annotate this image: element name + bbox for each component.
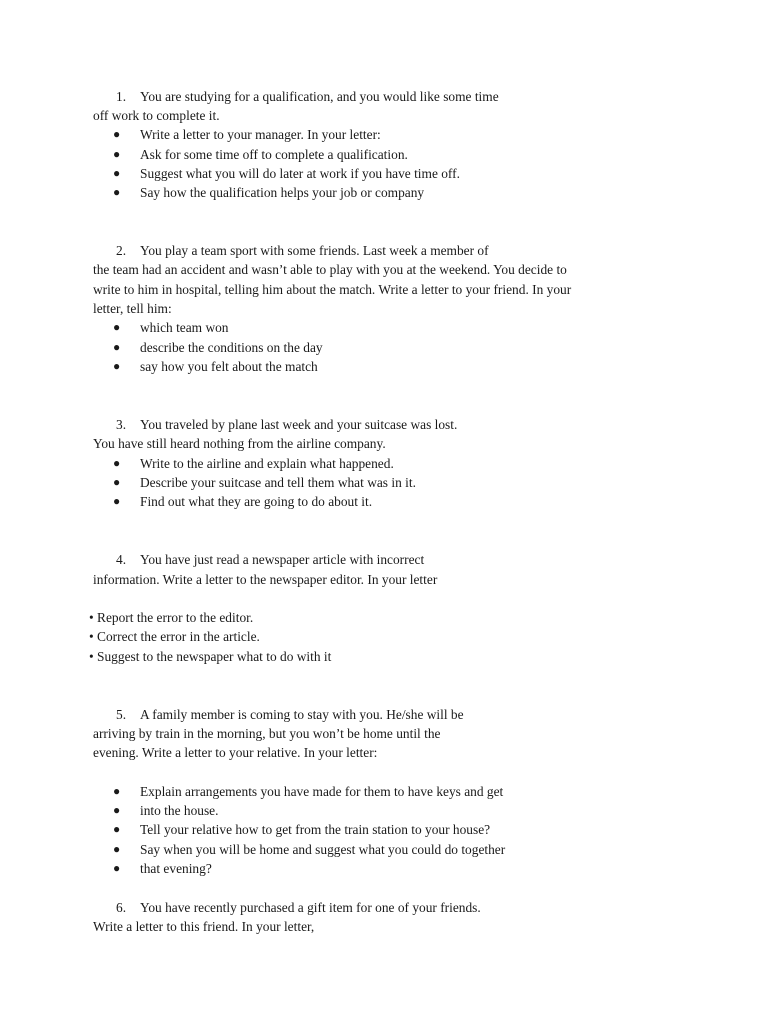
- bullet-icon: ●: [113, 166, 121, 180]
- task-first-line: You are studying for a qualification, and you would like some time: [140, 89, 499, 104]
- bullet-icon: ●: [113, 127, 121, 141]
- bullet-item: Find out what they are going to do about it.: [140, 494, 373, 509]
- bullet-item: Say when you will be home and suggest what you could do together: [140, 842, 506, 857]
- bullet-item: Suggest what you will do later at work if you have time off.: [140, 166, 460, 181]
- bullet-icon: ●: [113, 359, 121, 373]
- bullet-icon: ●: [113, 147, 121, 161]
- plain-bullet-item: • Suggest to the newspaper what to do with it: [89, 649, 332, 664]
- task-number: 3.: [116, 417, 127, 432]
- bullet-item: Write a letter to your manager. In your letter:: [140, 127, 381, 142]
- task-first-line: A family member is coming to stay with you. He/she will be: [140, 707, 464, 722]
- bullet-item: Tell your relative how to get from the train station to your house?: [140, 822, 491, 837]
- task-line: letter, tell him:: [93, 301, 172, 316]
- task-first-line: You have just read a newspaper article with incorrect: [140, 552, 425, 567]
- task-line: evening. Write a letter to your relative. In your letter:: [93, 745, 378, 760]
- bullet-item: Write to the airline and explain what happened.: [140, 456, 394, 471]
- task-number: 4.: [116, 552, 127, 567]
- task-number: 6.: [116, 900, 127, 915]
- task-line: off work to complete it.: [93, 108, 220, 123]
- bullet-icon: ●: [113, 822, 121, 836]
- task-number: 1.: [116, 89, 127, 104]
- bullet-item: say how you felt about the match: [140, 359, 318, 374]
- task-number: 2.: [116, 243, 127, 258]
- task-line: the team had an accident and wasn’t able to play with you at the weekend. You decide to: [93, 262, 567, 277]
- bullet-item: that evening?: [140, 861, 212, 876]
- task-line: arriving by train in the morning, but you won’t be home until the: [93, 726, 441, 741]
- task-line: Write a letter to this friend. In your letter,: [93, 919, 315, 934]
- task-line: write to him in hospital, telling him about the match. Write a letter to your friend. In your: [93, 282, 572, 297]
- task-first-line: You play a team sport with some friends. Last week a member of: [140, 243, 489, 258]
- bullet-icon: ●: [113, 803, 121, 817]
- plain-bullet-item: • Report the error to the editor.: [89, 610, 254, 625]
- bullet-item: into the house.: [140, 803, 219, 818]
- bullet-item: Say how the qualification helps your job or company: [140, 185, 425, 200]
- bullet-item: which team won: [140, 320, 229, 335]
- bullet-icon: ●: [113, 185, 121, 199]
- bullet-icon: ●: [113, 861, 121, 875]
- plain-bullet-item: • Correct the error in the article.: [89, 629, 260, 644]
- task-first-line: You traveled by plane last week and your suitcase was lost.: [140, 417, 458, 432]
- bullet-icon: ●: [113, 475, 121, 489]
- bullet-icon: ●: [113, 456, 121, 470]
- task-number: 5.: [116, 707, 127, 722]
- bullet-item: Explain arrangements you have made for them to have keys and get: [140, 784, 504, 799]
- task-line: information. Write a letter to the newspaper editor. In your letter: [93, 572, 438, 587]
- bullet-item: describe the conditions on the day: [140, 340, 323, 355]
- task-first-line: You have recently purchased a gift item for one of your friends.: [140, 900, 481, 915]
- bullet-icon: ●: [113, 494, 121, 508]
- bullet-icon: ●: [113, 340, 121, 354]
- bullet-item: Ask for some time off to complete a qualification.: [140, 147, 408, 162]
- task-line: You have still heard nothing from the airline company.: [93, 436, 386, 451]
- bullet-icon: ●: [113, 842, 121, 856]
- bullet-icon: ●: [113, 784, 121, 798]
- bullet-item: Describe your suitcase and tell them what was in it.: [140, 475, 416, 490]
- bullet-icon: ●: [113, 320, 121, 334]
